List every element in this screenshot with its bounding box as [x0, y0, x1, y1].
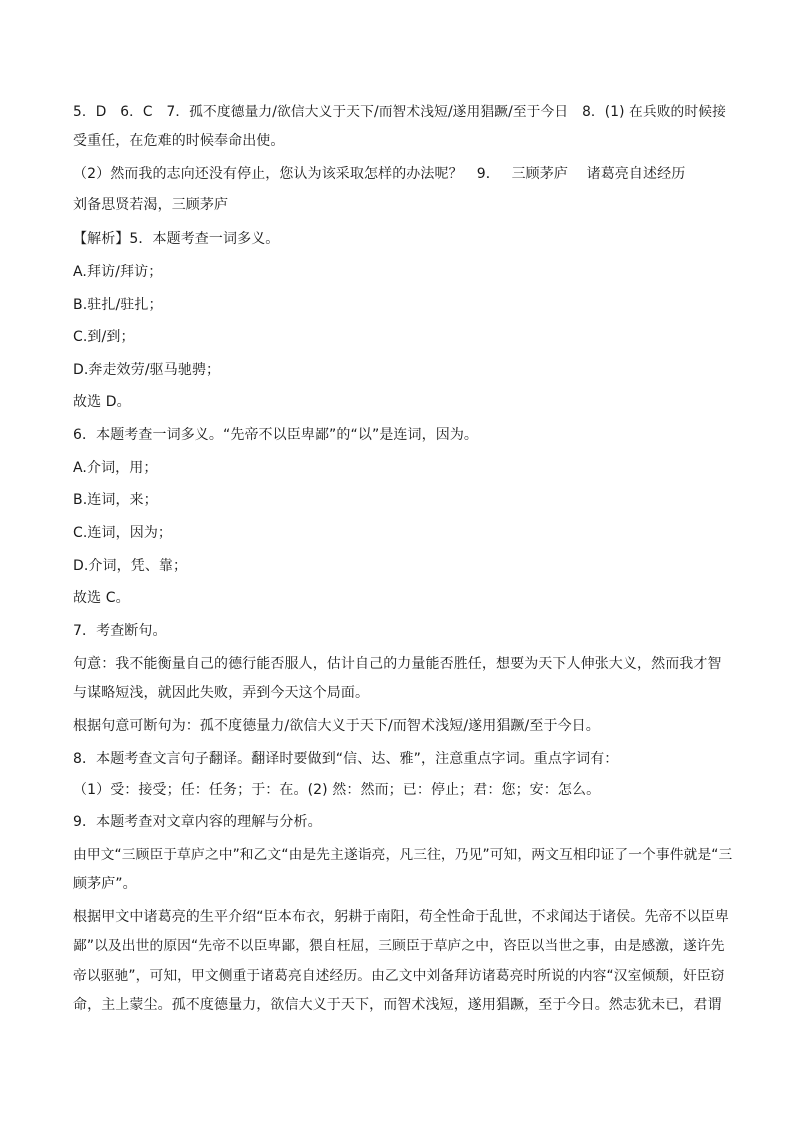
- answer-line-4: 刘备思贤若渴，三顾茅庐: [73, 197, 229, 213]
- q8-keywords: （1）受：接受；任：任务；于：在。(2) 然：然而；已：停止；君：您；安：怎么。: [73, 782, 601, 798]
- q7-meaning-line-2: 与谋略短浅，就因此失败，弄到今天这个局面。: [73, 685, 370, 701]
- q5-option-d: D.奔走效劳/驱马驰骋；: [73, 362, 221, 378]
- q6-option-b: B.连词，来；: [73, 492, 158, 508]
- q6-heading: 6．本题考查一词多义。“先帝不以臣卑鄙”的“以”是连词，因为。: [73, 427, 479, 443]
- q9-paragraph-1-line-2: 顾茅庐”。: [73, 876, 137, 892]
- q9-paragraph-2-line-2: 鄙”以及出世的原因“先帝不以臣卑鄙，猥自枉屈，三顾臣于草庐之中，咨臣以当世之事，由是感激，遂许先: [73, 938, 725, 954]
- q9-paragraph-2-line-1: 根据甲文中诸葛亮的生平介绍“臣本布衣，躬耕于南阳，苟全性命于乱世，不求闻达于诸侯。先帝不以臣卑: [73, 909, 729, 925]
- q9-paragraph-2-line-4: 命，主上蒙尘。孤不度德量力，欲信大义于天下，而智术浅短，遂用猖蹶，至于今日。然志犹未已，君谓: [73, 997, 722, 1013]
- q9-paragraph-1-line-1: 由甲文“三顾臣于草庐之中”和乙文“由是先主遂诣亮，凡三往，乃见”可知，两文互相印证了一个事件就是“三: [73, 847, 733, 863]
- q9-paragraph-2-line-3: 帝以驱驰”，可知，甲文侧重于诸葛亮自述经历。由乙文中刘备拜访诸葛亮时所说的内容“汉室倾颓，奸臣窃: [73, 968, 725, 984]
- q5-option-a: A.拜访/拜访；: [73, 264, 163, 280]
- q5-conclusion: 故选 D。: [73, 394, 131, 410]
- q6-option-a: A.介词，用；: [73, 460, 158, 476]
- q5-option-b: B.驻扎/驻扎；: [73, 297, 163, 313]
- answer-line-1: 5．D 6．C 7．孤不度德量力/欲信大义于天下/而智术浅短/遂用猖蹶/至于今日 8．(1) 在兵败的时候接: [73, 104, 726, 120]
- q7-meaning-line-1: 句意：我不能衡量自己的德行能否服人，估计自己的力量能否胜任，想要为天下人伸张大义，然而我才智: [73, 656, 722, 672]
- q7-heading: 7．考查断句。: [73, 623, 167, 639]
- q6-conclusion: 故选 C。: [73, 590, 130, 606]
- q8-heading: 8．本题考查文言句子翻译。翻译时要做到“信、达、雅”，注意重点字词。重点字词有：: [73, 751, 619, 767]
- q9-heading: 9．本题考查对文章内容的理解与分析。: [73, 814, 322, 830]
- q6-option-d: D.介词，凭、靠；: [73, 558, 188, 574]
- answer-line-2: 受重任，在危难的时候奉命出使。: [73, 133, 285, 149]
- q7-punctuation: 根据句意可断句为：孤不度德量力/欲信大义于天下/而智术浅短/遂用猖蹶/至于今日。: [73, 718, 600, 734]
- analysis-heading: 【解析】5．本题考查一词多义。: [73, 231, 280, 247]
- q6-option-c: C.连词，因为；: [73, 525, 173, 541]
- q5-option-c: C.到/到；: [73, 329, 135, 345]
- answer-line-3: （2）然而我的志向还没有停止，您认为该采取怎样的办法呢？ 9． 三顾茅庐 诸葛亮自述经历: [73, 166, 686, 182]
